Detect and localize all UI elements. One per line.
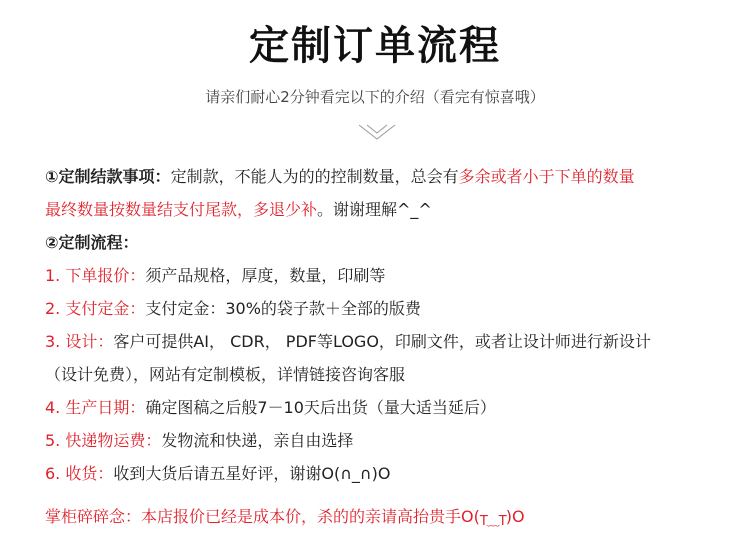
- note-label: 掌柜碎碎念：: [45, 507, 142, 526]
- step-label: 1. 下单报价：: [45, 266, 146, 285]
- section-settlement-highlight-2: 最终数量按数量结支付尾款，多退少补: [45, 200, 318, 219]
- step-text: 发物流和快递，亲自由选择: [161, 431, 354, 450]
- section-settlement-text: 定制款，不能人为的的控制数量，总会有: [170, 167, 459, 186]
- step-text: 收到大货后请五星好评，谢谢O(∩_∩)O: [113, 464, 391, 483]
- section-settlement-cont: [45, 193, 735, 226]
- section-settlement: [45, 160, 735, 193]
- chevron-down-icon: [357, 121, 397, 143]
- step-quote: [45, 259, 735, 292]
- step-receipt: [45, 457, 735, 490]
- step-label: 4. 生产日期：: [45, 398, 146, 417]
- step-text: 客户可提供AI， CDR， PDF等LOGO，印刷文件，或者让设计师进行新设计: [113, 332, 651, 351]
- step-shipping: [45, 424, 735, 457]
- page-title: 定制订单流程: [249, 23, 501, 69]
- note-end: )O: [505, 507, 525, 526]
- section-process-label: ②定制流程：: [45, 233, 139, 252]
- section-settlement-label: ①定制结款事项：: [45, 167, 171, 186]
- step-label: 3. 设计：: [45, 332, 114, 351]
- page-subtitle: 请亲们耐心2分钟看完以下的介绍（看完有惊喜哦）: [205, 88, 545, 106]
- step-text: 须产品规格，厚度，数量，印刷等: [145, 266, 386, 285]
- section-settlement-highlight: 多余或者小于下单的数量: [458, 167, 635, 186]
- step-text: 支付定金：30%的袋子款＋全部的版费: [145, 299, 421, 318]
- step-deposit: [45, 292, 735, 325]
- section-settlement-thanks: 。谢谢理解^_^: [317, 200, 432, 219]
- step-production: [45, 391, 735, 424]
- step-design-cont: （设计免费），网站有定制模板，详情链接咨询客服: [45, 365, 406, 384]
- step-text: 确定图稿之后般7－10天后出货（量大适当延后）: [145, 398, 496, 417]
- note-text: 本店报价已经是成本价，杀的的亲请高抬贵手O(: [141, 507, 480, 526]
- step-label: 6. 收货：: [45, 464, 114, 483]
- step-design: [45, 325, 735, 358]
- step-label: 2. 支付定金：: [45, 299, 146, 318]
- step-label: 5. 快递物运费：: [45, 431, 162, 450]
- shopkeeper-note: [45, 500, 735, 538]
- note-emoticon: T﹏T: [479, 514, 506, 529]
- content-body: [45, 160, 735, 490]
